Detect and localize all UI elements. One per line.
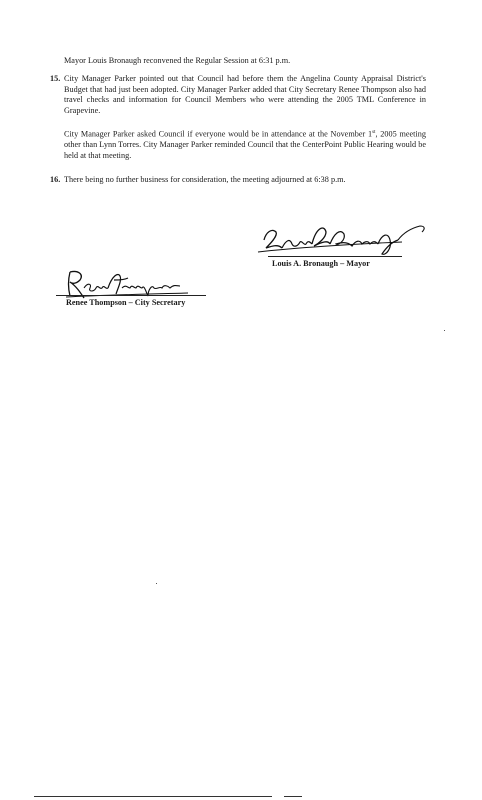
secretary-name: Renee Thompson – City Secretary: [66, 298, 186, 307]
footer-rule-short: [284, 796, 302, 797]
mayor-signature: [252, 218, 432, 260]
attendance-text-end: , 2005 meeting other than Lynn Torres. City Manager Parker reminded Council that the CenterPoint Public Hearing would be held at that meeting.: [64, 129, 426, 160]
scan-speck: [156, 583, 157, 584]
footer-rule: [34, 796, 272, 797]
item-16-paragraph: There being no further business for consideration, the meeting adjourned at 6:38 p.m.: [64, 175, 346, 184]
item-16-number: 16.: [50, 175, 61, 184]
scan-speck: [444, 330, 445, 331]
secretary-signature-line: [56, 295, 206, 296]
secretary-signature: [62, 266, 192, 302]
item-15-number: 15.: [50, 74, 61, 83]
attendance-text-start: City Manager Parker asked Council if everyone would be in attendance at the November 1: [64, 129, 373, 139]
item-15-paragraph: City Manager Parker pointed out that Council had before them the Angelina County Appraisal District's Budget that had just been adopted. City Manager Parker added that City Secretary Renee Thompson also had travel checks and information for Council Members who were attending the 2005 TML Conference in Grapevine.: [64, 74, 426, 115]
attendance-paragraph: [64, 128, 426, 162]
ordinal-suffix: st: [372, 130, 376, 135]
reconvene-paragraph: Mayor Louis Bronaugh reconvened the Regular Session at 6:31 p.m.: [64, 56, 291, 65]
mayor-signature-line: [268, 256, 402, 257]
mayor-name: Louis A. Bronaugh – Mayor: [272, 259, 370, 268]
